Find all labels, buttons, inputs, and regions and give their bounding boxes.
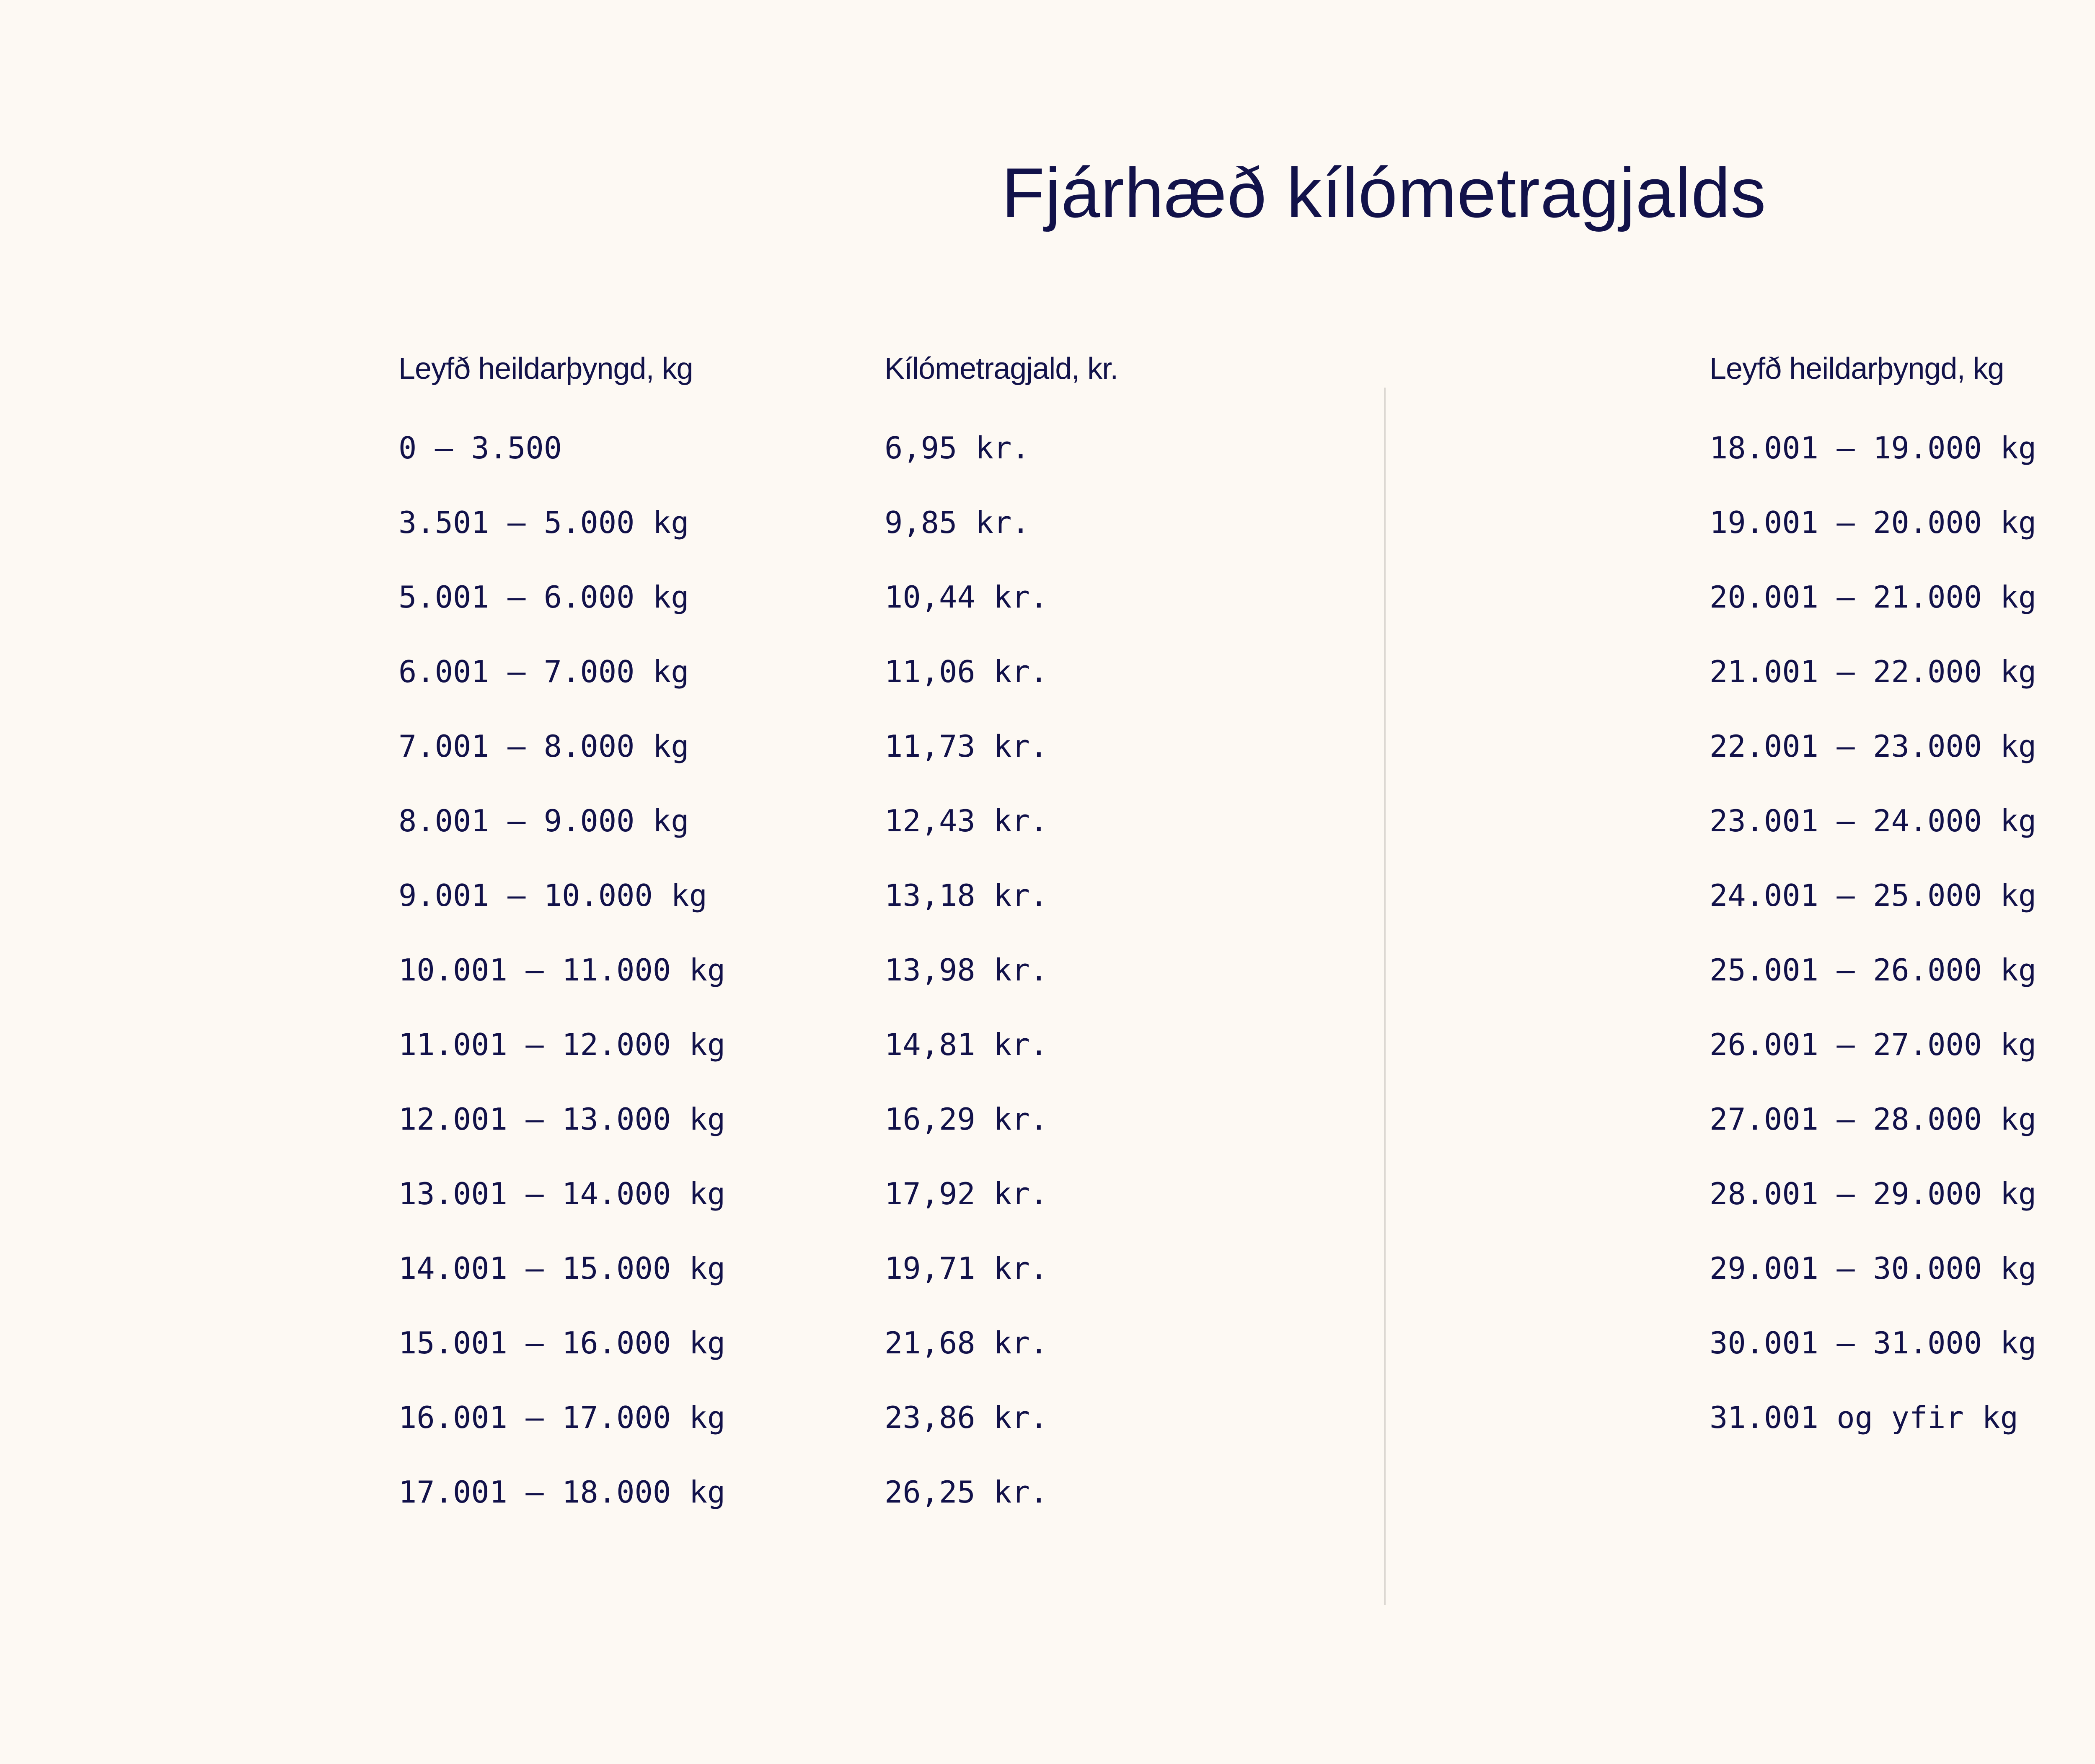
table-row [398,803,1236,881]
weight-cell: 0 – 3.500 [398,430,562,466]
table-row [1710,1325,2095,1403]
table-row [398,505,1236,583]
fee-cell: 9,85 kr. [885,505,1030,540]
weight-cell: 20.001 – 21.000 kg [1710,579,2037,615]
table-row [1710,430,2095,508]
table-row [1710,1251,2095,1329]
table-row [1710,729,2095,807]
table-row [398,1251,1236,1329]
weight-cell: 11.001 – 12.000 kg [398,1027,726,1062]
fee-cell: 10,44 kr. [885,579,1048,615]
table-row [398,952,1236,1030]
weight-cell: 9.001 – 10.000 kg [398,878,707,913]
weight-cell: 18.001 – 19.000 kg [1710,430,2037,466]
table-row [1710,878,2095,956]
weight-cell: 6.001 – 7.000 kg [398,654,689,689]
column-header-weight: Leyfð heildarþyngd, kg [398,352,693,385]
fee-cell: 14,81 kr. [885,1027,1048,1062]
weight-cell: 16.001 – 17.000 kg [398,1400,726,1435]
weight-cell: 3.501 – 5.000 kg [398,505,689,540]
column-header-weight: Leyfð heildarþyngd, kg [1710,352,2004,385]
fee-cell: 11,73 kr. [885,729,1048,764]
weight-cell: 21.001 – 22.000 kg [1710,654,2037,689]
weight-cell: 15.001 – 16.000 kg [398,1325,726,1361]
fee-cell: 17,92 kr. [885,1176,1048,1211]
fee-cell: 23,86 kr. [885,1400,1048,1435]
weight-cell: 19.001 – 20.000 kg [1710,505,2037,540]
weight-cell: 27.001 – 28.000 kg [1710,1102,2037,1137]
weight-cell: 25.001 – 26.000 kg [1710,952,2037,988]
table-row [398,1400,1236,1478]
fee-cell: 16,29 kr. [885,1102,1048,1137]
table-row [398,1027,1236,1105]
table-row [398,579,1236,657]
table-row [1710,1176,2095,1254]
table-row [398,1325,1236,1403]
weight-cell: 12.001 – 13.000 kg [398,1102,726,1137]
table-row [1710,579,2095,657]
weight-cell: 5.001 – 6.000 kg [398,579,689,615]
weight-cell: 30.001 – 31.000 kg [1710,1325,2037,1361]
fee-cell: 11,06 kr. [885,654,1048,689]
table-row [398,729,1236,807]
weight-cell: 29.001 – 30.000 kg [1710,1251,2037,1286]
column-header-fee: Kílómetragjald, kr. [885,352,1118,385]
table-row [1710,1400,2095,1478]
weight-cell: 28.001 – 29.000 kg [1710,1176,2037,1211]
weight-cell: 10.001 – 11.000 kg [398,952,726,988]
weight-cell: 17.001 – 18.000 kg [398,1474,726,1510]
weight-cell: 23.001 – 24.000 kg [1710,803,2037,838]
weight-cell: 24.001 – 25.000 kg [1710,878,2037,913]
table-row [398,430,1236,508]
table-row [1710,505,2095,583]
column-divider [1384,388,1386,1605]
fee-cell: 21,68 kr. [885,1325,1048,1361]
fee-cell: 6,95 kr. [885,430,1030,466]
table-row [398,1474,1236,1552]
fee-cell: 13,18 kr. [885,878,1048,913]
fee-cell: 13,98 kr. [885,952,1048,988]
page-title: Fjárhæð kílómetragjalds [1001,153,1767,232]
table-row [398,878,1236,956]
table-row [1710,654,2095,732]
table-row [398,1102,1236,1179]
table-row [398,654,1236,732]
table-row [1710,803,2095,881]
weight-cell: 7.001 – 8.000 kg [398,729,689,764]
table-row [1710,952,2095,1030]
weight-cell: 13.001 – 14.000 kg [398,1176,726,1211]
weight-cell: 31.001 og yfir kg [1710,1400,2018,1435]
table-row [1710,1027,2095,1105]
table-row [1710,1102,2095,1179]
table-row [398,1176,1236,1254]
table-body [1710,430,2095,1478]
weight-cell: 8.001 – 9.000 kg [398,803,689,838]
fee-cell: 26,25 kr. [885,1474,1048,1510]
fee-cell: 12,43 kr. [885,803,1048,838]
weight-cell: 22.001 – 23.000 kg [1710,729,2037,764]
weight-cell: 26.001 – 27.000 kg [1710,1027,2037,1062]
table-body [398,430,1236,1552]
weight-cell: 14.001 – 15.000 kg [398,1251,726,1286]
fee-cell: 19,71 kr. [885,1251,1048,1286]
